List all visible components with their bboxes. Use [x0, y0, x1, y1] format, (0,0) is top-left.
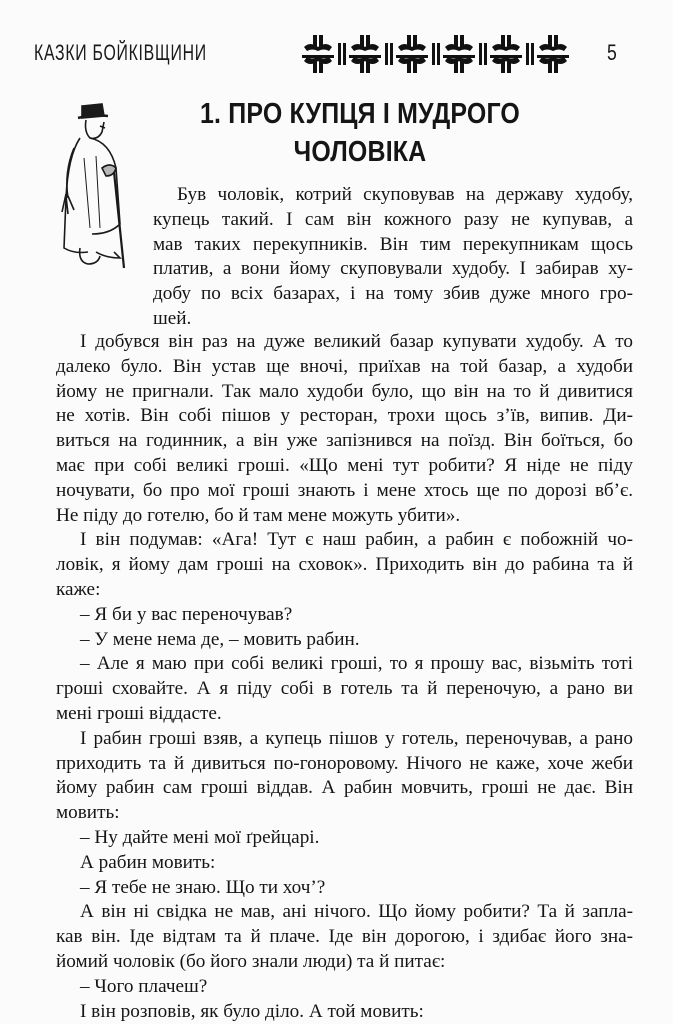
running-header-title: КАЗКИ БОЙКІВЩИНИ: [34, 40, 207, 65]
text-line: ловік, я йому дам гроші на сховок». Приходить він до рабина та й: [56, 554, 633, 576]
story-body: [56, 330, 633, 1024]
text-line: йому не пригнали. Так мало худоби було, що він на то й дивитися: [56, 380, 633, 402]
text-line: І він подумав: «Ага! Тут є наш рабин, а рабин є побожній чо-: [80, 529, 633, 551]
story-title-line-2: ЧОЛОВІКА: [293, 136, 427, 168]
text-line: далеко було. Він устав ще вночі, приїхав на той базар, а худоби: [56, 355, 633, 377]
text-line: І рабин гроші взяв, а купець пішов у готель, переночував, а рано: [80, 727, 633, 749]
text-line: кав він. Іде відтам та й плаче. Іде він дорогою, і здибає його зна-: [56, 926, 633, 948]
text-line: каже:: [56, 578, 101, 600]
text-line: не хотів. Він собі пішов у ресторан, трохи щось з’їв, випив. Ди-: [56, 405, 633, 427]
text-line: шей.: [153, 307, 192, 329]
text-line: Був чоловік, котрий скуповував на державу худобу,: [177, 184, 633, 205]
text-line: йомий чоловік (бо його знали люди) та й питає:: [56, 950, 446, 972]
old-man-illustration-icon: [50, 98, 140, 274]
text-line: – Ну дайте мені мої ґрейцарі.: [80, 826, 320, 848]
intro-paragraph: [153, 183, 633, 332]
text-line: добу по всіх базарах, і на тому збив дуже много гро-: [153, 283, 633, 305]
text-line: купець такий. І сам він кожного разу не купував, а: [153, 208, 633, 230]
text-line: має при собі великі гроші. «Що мені тут робити? Я ніде не піду: [56, 454, 633, 476]
text-line: Не піду до готелю, бо й там мене можуть убити».: [56, 504, 461, 526]
text-line: ночувати, бо про мої гроші знають і мене хтось ще по дорозі вб’є.: [56, 479, 633, 501]
folk-ornament-icon: [300, 33, 585, 75]
text-line: платив, а вони йому скуповували худобу. І забирав ху-: [153, 258, 633, 280]
text-line: приходить та й дивиться по-гоноровому. Нічого не каже, хоче жеби: [56, 752, 633, 774]
text-line: – Я би у вас переночував?: [80, 603, 293, 625]
story-title: [188, 95, 532, 171]
text-line: А він ні свідка не мав, ані нічого. Що йому робити? Та й запла-: [80, 901, 633, 923]
text-line: А рабин мовить:: [80, 851, 216, 873]
story-title-line-1: 1. ПРО КУПЦЯ І МУДРОГО: [199, 98, 521, 130]
text-line: мені гроші віддасте.: [56, 702, 222, 724]
text-line: І добувся він раз на дуже великий базар купувати худобу. А то: [80, 331, 633, 352]
text-line: – Я тебе не знаю. Що ти хоч’?: [80, 876, 326, 898]
page-number: 5: [607, 40, 617, 65]
text-line: – Але я маю при собі великі гроші, то я прошу вас, візьміть тоті: [80, 653, 633, 675]
text-line: – Чого плачеш?: [80, 975, 208, 997]
text-line: йому рабин сам гроші віддав. А рабин мовчить, гроші не дає. Він: [56, 777, 633, 799]
text-line: виться на годинник, а він уже запізнився на поїзд. Він боїться, бо: [56, 430, 633, 452]
text-line: мовить:: [56, 802, 120, 824]
text-line: гроші сховайте. А я піду собі в готель та й переночую, а рано ви: [56, 678, 633, 700]
text-line: мав таких перекупників. Він тим перекупникам щось: [153, 233, 633, 255]
text-line: – У мене нема де, – мовить рабин.: [80, 628, 360, 650]
text-line: І він розповів, як було діло. А той мовить:: [80, 1000, 424, 1022]
